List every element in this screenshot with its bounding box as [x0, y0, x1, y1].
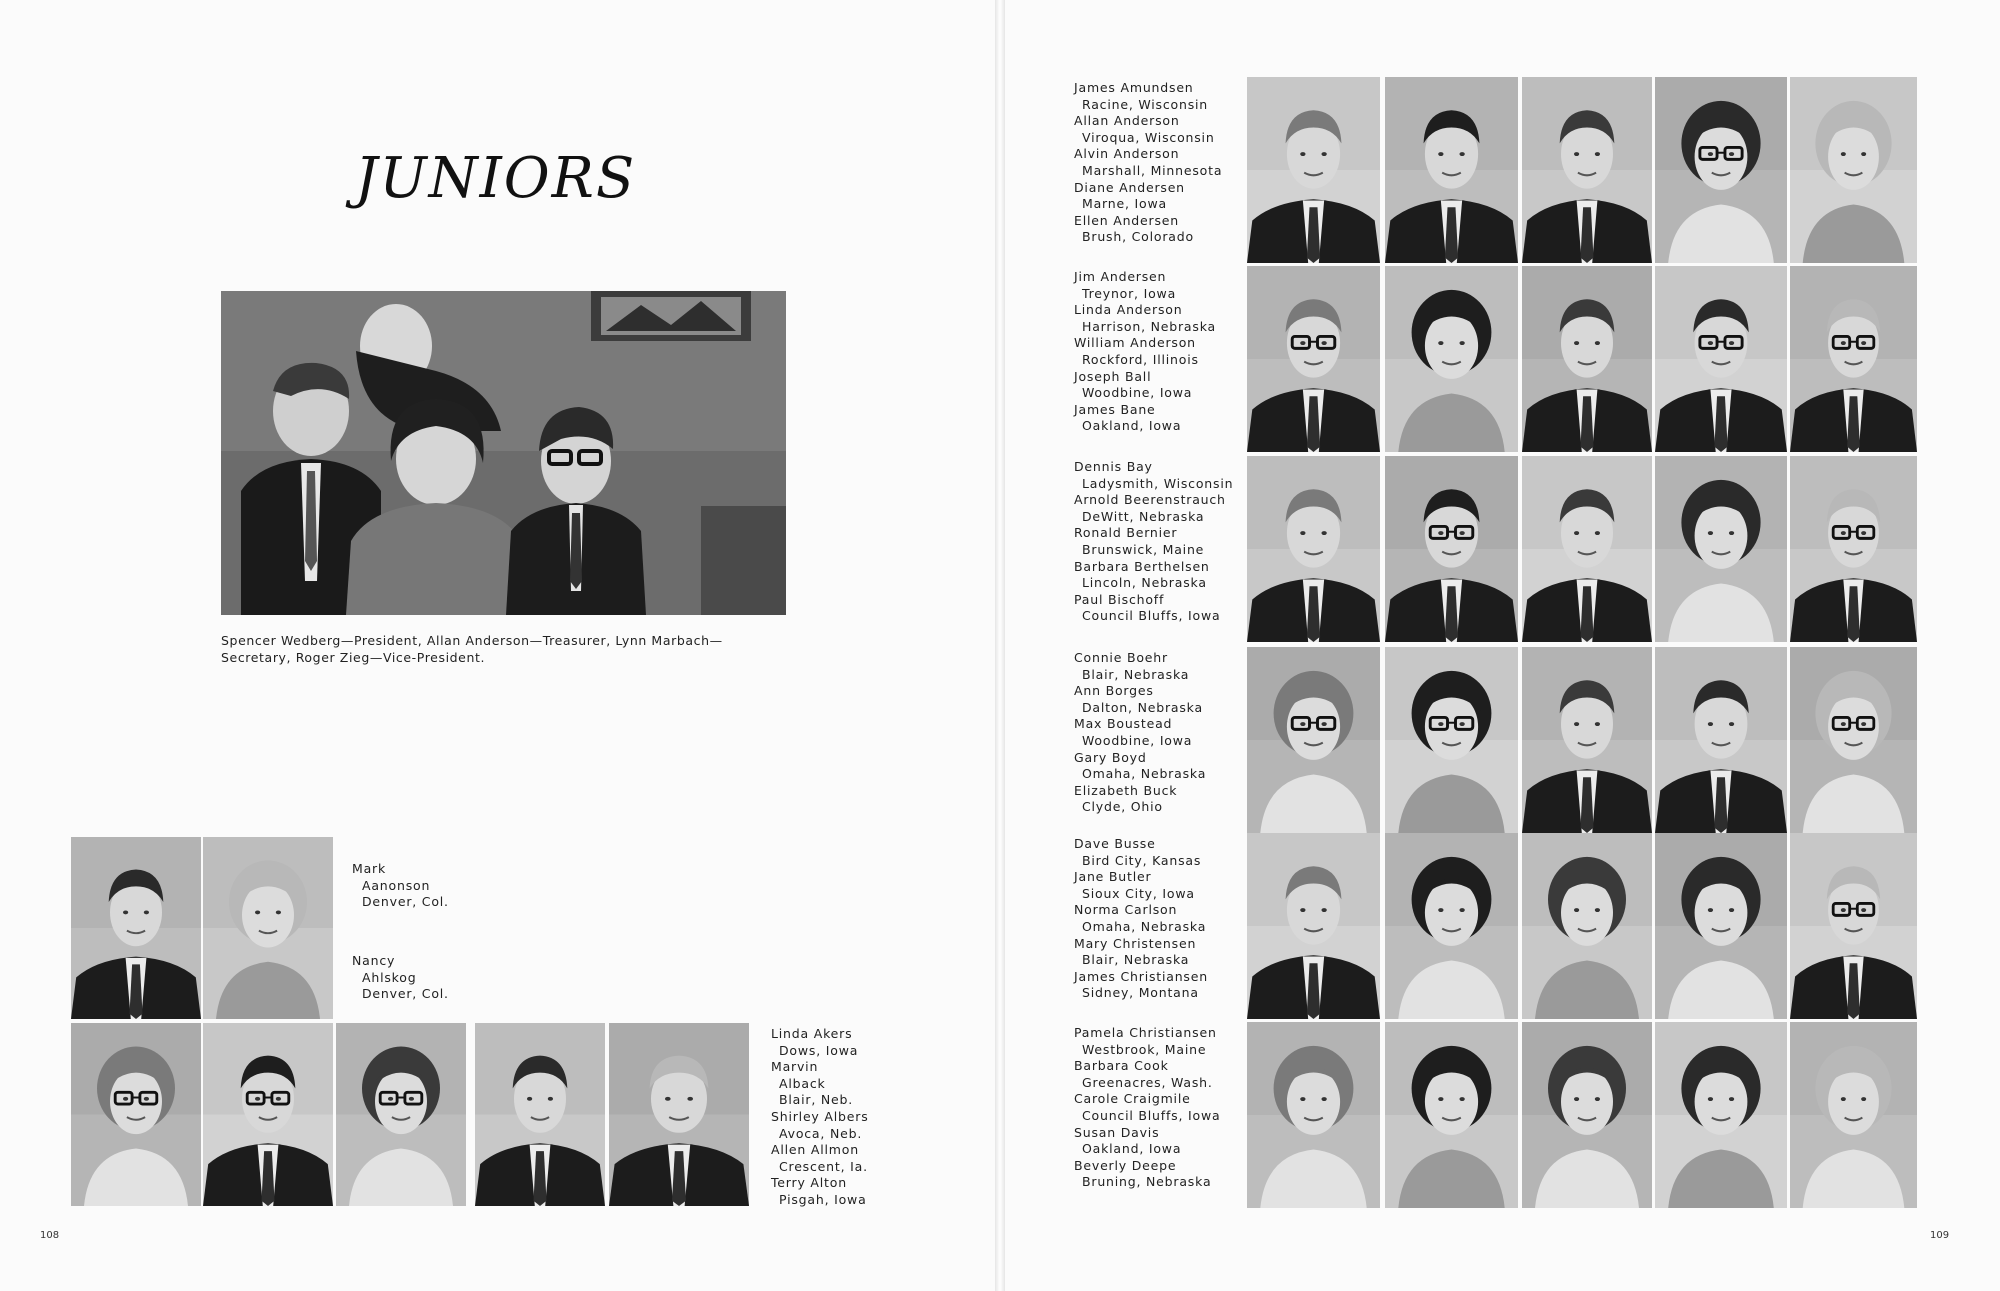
portrait-photo [1790, 1022, 1917, 1208]
portrait-photo [1790, 833, 1917, 1019]
student-hometown: Blair, Neb. [779, 1092, 854, 1108]
portrait-photo [1385, 266, 1518, 452]
portrait-photo [1247, 833, 1380, 1019]
student-name: Connie Boehr [1074, 650, 1168, 665]
student-name: Norma Carlson [1074, 902, 1178, 918]
student-name: Pamela Christiansen [1074, 1025, 1217, 1040]
portrait-photo [1790, 266, 1917, 452]
portrait-photo [71, 1023, 201, 1206]
student-hometown: Viroqua, Wisconsin [1082, 129, 1215, 145]
student-hometown: Oakland, Iowa [1082, 1141, 1182, 1157]
student-hometown: Pisgah, Iowa [779, 1191, 867, 1207]
student-entry [1074, 1125, 1220, 1158]
binding-gutter [995, 0, 1005, 1291]
student-name: Ellen Andersen [1074, 212, 1179, 228]
student-name: Beverly Deepe [1074, 1157, 1177, 1173]
portrait-photo [203, 1023, 333, 1206]
student-entry [1074, 1058, 1220, 1091]
student-name-list [771, 1026, 869, 1209]
student-hometown: Greenacres, Wash. [1082, 1074, 1213, 1090]
student-entry [1074, 113, 1222, 146]
section-title: JUNIORS [355, 146, 637, 211]
student-entry [1074, 716, 1206, 749]
student-name: Barbara Berthelsen [1074, 558, 1210, 574]
student-entry [1074, 369, 1216, 402]
student-name: Paul Bischoff [1074, 591, 1165, 607]
student-entry [1074, 783, 1206, 816]
student-hometown: Racine, Wisconsin [1082, 96, 1208, 112]
student-hometown: Dows, Iowa [779, 1042, 859, 1058]
portrait-photo [336, 1023, 466, 1206]
portrait-photo [609, 1023, 749, 1206]
student-name: Barbara Cook [1074, 1058, 1169, 1074]
student-name: Carole Craigmile [1074, 1091, 1191, 1107]
student-entry [1074, 969, 1208, 1002]
student-hometown: Marne, Iowa [1082, 196, 1167, 212]
portrait-photo [1790, 456, 1917, 642]
student-entry [1074, 80, 1222, 113]
student-entry [352, 953, 449, 1003]
student-name: Elizabeth Buck [1074, 782, 1178, 798]
portrait-photo [1522, 833, 1652, 1019]
portrait-photo [1247, 266, 1380, 452]
student-hometown: Treynor, Iowa [1082, 285, 1177, 301]
student-hometown: Marshall, Minnesota [1082, 162, 1223, 178]
student-entry [1074, 869, 1208, 902]
student-name: Jane Butler [1074, 869, 1152, 885]
student-name-list [1074, 459, 1233, 625]
portrait-photo [1385, 647, 1518, 833]
student-name: James Bane [1074, 401, 1156, 417]
student-hometown: Omaha, Nebraska [1082, 766, 1207, 782]
student-name: Terry Alton [771, 1175, 847, 1191]
student-name-list [1074, 1025, 1220, 1191]
portrait-photo [1385, 1022, 1518, 1208]
student-name: Diane Andersen [1074, 179, 1185, 195]
student-entry [1074, 180, 1222, 213]
student-name: Alvin Anderson [1074, 146, 1180, 162]
student-hometown: Blair, Nebraska [1082, 952, 1190, 968]
student-hometown: Sioux City, Iowa [1082, 885, 1195, 901]
student-name: Ronald Bernier [1074, 525, 1178, 541]
student-entry [1074, 213, 1222, 246]
student-hometown: Sidney, Montana [1082, 985, 1199, 1001]
student-entry [1074, 1025, 1220, 1058]
student-hometown: Ladysmith, Wisconsin [1082, 475, 1234, 491]
student-name-line: Aanonson [362, 877, 431, 893]
student-name-list [1074, 269, 1216, 435]
student-name: James Amundsen [1074, 80, 1194, 95]
page-number: 109 [1930, 1230, 1950, 1241]
student-name-line: Ahlskog [362, 969, 417, 985]
student-hometown: Bruning, Nebraska [1082, 1174, 1212, 1190]
student-hometown: Omaha, Nebraska [1082, 918, 1207, 934]
student-hometown: Council Bluffs, Iowa [1082, 608, 1221, 624]
student-hometown: Blair, Nebraska [1082, 666, 1190, 682]
student-hometown: Lincoln, Nebraska [1082, 575, 1207, 591]
portrait-photo [1522, 456, 1652, 642]
student-hometown: Woodbine, Iowa [1082, 732, 1193, 748]
student-entry [1074, 683, 1206, 716]
student-entry [1074, 936, 1208, 969]
portrait-photo [1247, 77, 1380, 263]
student-name: Allen Allmon [771, 1142, 859, 1158]
right-page [1005, 0, 2000, 1291]
portrait-photo [203, 837, 333, 1019]
portrait-photo [1655, 647, 1787, 833]
student-entry [1074, 525, 1233, 558]
student-name: Linda Akers [771, 1026, 853, 1041]
student-entry [1074, 902, 1208, 935]
portrait-photo [1247, 456, 1380, 642]
student-hometown: Dalton, Nebraska [1082, 699, 1203, 715]
portrait-photo [1790, 647, 1917, 833]
student-entry [1074, 1091, 1220, 1124]
portrait-photo [71, 837, 201, 1019]
student-name: James Christiansen [1074, 968, 1208, 984]
student-hometown: Westbrook, Maine [1082, 1041, 1207, 1057]
student-hometown: Avoca, Neb. [779, 1125, 863, 1141]
student-hometown: Council Bluffs, Iowa [1082, 1107, 1221, 1123]
portrait-photo [1522, 266, 1652, 452]
portrait-photo [475, 1023, 605, 1206]
student-entry [1074, 650, 1206, 683]
student-hometown: Denver, Col. [362, 986, 449, 1002]
student-hometown: Crescent, Ia. [779, 1158, 868, 1174]
student-name-list [1074, 80, 1222, 246]
student-name-line: Alback [779, 1075, 826, 1091]
student-name: Shirley Albers [771, 1108, 869, 1124]
student-hometown: Brunswick, Maine [1082, 541, 1205, 557]
student-name: Mary Christensen [1074, 935, 1197, 951]
portrait-photo [1247, 1022, 1380, 1208]
student-entry [1074, 302, 1216, 335]
student-name: Max Boustead [1074, 716, 1173, 732]
student-name-list [1074, 650, 1206, 816]
student-name: William Anderson [1074, 335, 1196, 351]
student-name: Joseph Ball [1074, 368, 1152, 384]
student-entry [1074, 559, 1233, 592]
student-entry [1074, 592, 1233, 625]
portrait-photo [1522, 1022, 1652, 1208]
portrait-photo [1655, 77, 1787, 263]
student-hometown: Brush, Colorado [1082, 229, 1194, 245]
student-name: Nancy [352, 953, 396, 968]
student-hometown: Clyde, Ohio [1082, 799, 1163, 815]
portrait-photo [1385, 456, 1518, 642]
student-name: Dennis Bay [1074, 459, 1153, 474]
portrait-photo [1655, 266, 1787, 452]
portrait-photo [1522, 647, 1652, 833]
student-name: Jim Andersen [1074, 269, 1167, 284]
student-entry [1074, 1158, 1220, 1191]
student-name: Mark [352, 861, 387, 876]
portrait-photo [1655, 833, 1787, 1019]
student-name: Linda Anderson [1074, 302, 1183, 318]
portrait-photo [1385, 77, 1518, 263]
student-name: Arnold Beerenstrauch [1074, 492, 1226, 508]
student-hometown: Harrison, Nebraska [1082, 318, 1216, 334]
student-name: Allan Anderson [1074, 113, 1180, 129]
student-entry [1074, 146, 1222, 179]
student-hometown: Woodbine, Iowa [1082, 385, 1193, 401]
student-hometown: Bird City, Kansas [1082, 852, 1202, 868]
student-entry [1074, 836, 1208, 869]
officers-group-photo [221, 291, 786, 615]
student-name: Ann Borges [1074, 683, 1154, 699]
student-hometown: Oakland, Iowa [1082, 418, 1182, 434]
student-name: Marvin [771, 1059, 819, 1075]
student-hometown: Denver, Col. [362, 894, 449, 910]
left-page [0, 0, 995, 1291]
portrait-photo [1655, 456, 1787, 642]
student-entry [1074, 402, 1216, 435]
page-number: 108 [40, 1230, 60, 1241]
portrait-photo [1247, 647, 1380, 833]
student-name-list [1074, 836, 1208, 1002]
portrait-photo [1790, 77, 1917, 263]
student-entry [1074, 459, 1233, 492]
student-name: Gary Boyd [1074, 749, 1147, 765]
student-hometown: Rockford, Illinois [1082, 351, 1199, 367]
portrait-photo [1522, 77, 1652, 263]
student-entry [1074, 269, 1216, 302]
student-hometown: DeWitt, Nebraska [1082, 508, 1205, 524]
student-entry [1074, 750, 1206, 783]
student-entry [1074, 492, 1233, 525]
officers-caption: Spencer Wedberg—President, Allan Anderson—Treasurer, Lynn Marbach—Secretary, Roger Zieg—Vice-President. [221, 633, 723, 665]
student-name: Dave Busse [1074, 836, 1156, 851]
student-entry [352, 861, 449, 911]
portrait-photo [1655, 1022, 1787, 1208]
portrait-photo [1385, 833, 1518, 1019]
student-entry [1074, 335, 1216, 368]
student-name: Susan Davis [1074, 1124, 1160, 1140]
